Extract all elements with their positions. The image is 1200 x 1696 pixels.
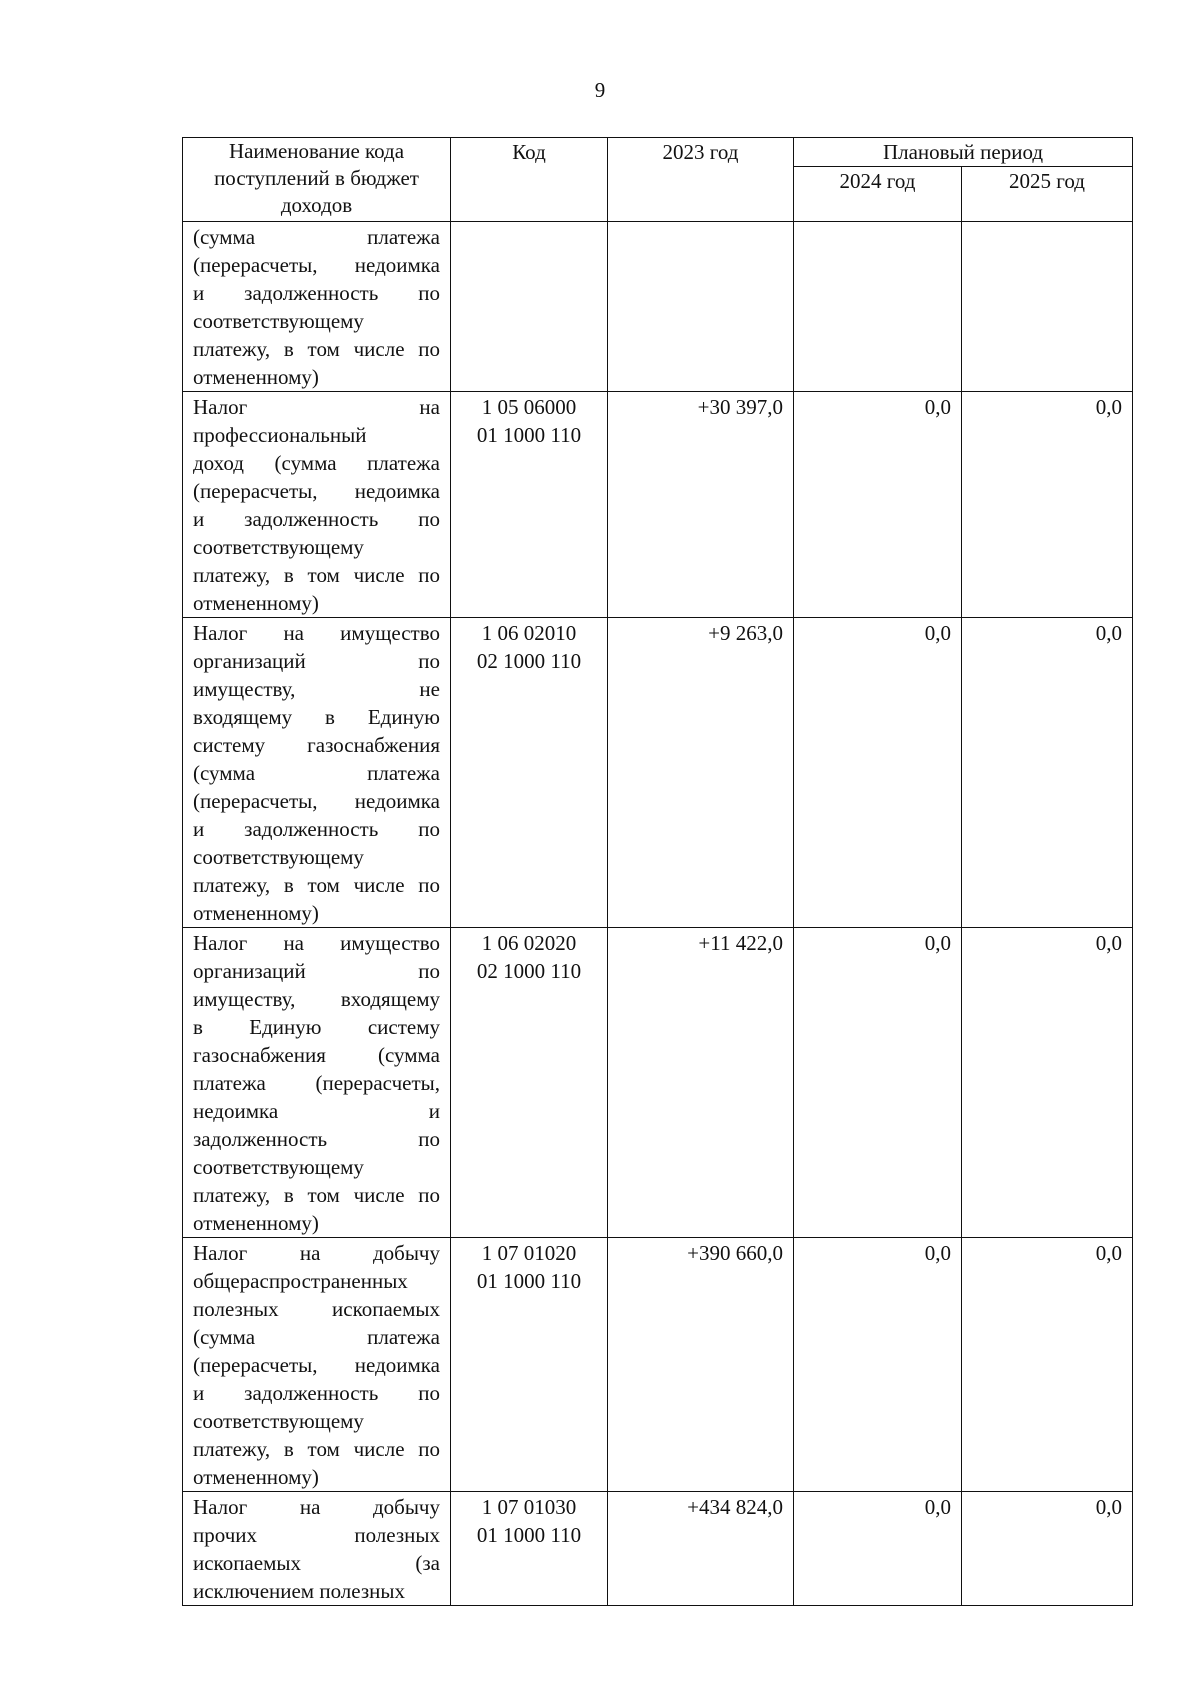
row-name-line: профессиональный	[193, 423, 367, 447]
table-body	[183, 222, 1133, 1606]
row-code-line: 1 07 01030	[481, 1495, 577, 1519]
row-value-2025: 0,0	[962, 618, 1133, 928]
row-value-2023: +9 263,0	[608, 618, 794, 928]
table-row	[183, 1492, 1133, 1606]
header-2024: 2024 год	[794, 167, 962, 222]
row-code-line: 01 1000 110	[476, 423, 582, 447]
row-value-2024: 0,0	[794, 928, 962, 1238]
row-name-line: систему газоснабжения	[193, 733, 440, 757]
row-name	[183, 928, 451, 1238]
row-code	[451, 222, 608, 392]
row-value-2025	[962, 222, 1133, 392]
row-code-line: 1 07 01020	[481, 1241, 577, 1265]
header-code: Код	[451, 138, 608, 222]
row-name-line: платежу, в том числе по	[193, 337, 440, 361]
row-name-line: доход (сумма платежа	[193, 451, 440, 475]
header-2023: 2023 год	[608, 138, 794, 222]
row-name-line: полезных ископаемых	[193, 1297, 440, 1321]
row-name-line: отмененному)	[193, 901, 319, 925]
row-value-2024: 0,0	[794, 1238, 962, 1492]
row-name-line: платежу, в том числе по	[193, 1183, 440, 1207]
table-header	[183, 138, 1133, 222]
row-value-2023	[608, 222, 794, 392]
row-name-line: соответствующему	[193, 1155, 364, 1179]
row-code-line: 01 1000 110	[476, 1269, 582, 1293]
table-row	[183, 392, 1133, 618]
row-name-line: и задолженность по	[193, 281, 440, 305]
row-name-line: (перерасчеты, недоимка	[193, 1353, 440, 1377]
row-name-line: Налог на	[193, 395, 440, 419]
row-code	[451, 1492, 608, 1606]
row-name-line: имуществу, входящему	[193, 987, 440, 1011]
row-code	[451, 618, 608, 928]
row-name-line: (перерасчеты, недоимка	[193, 479, 440, 503]
row-value-2024: 0,0	[794, 392, 962, 618]
row-value-2023: +30 397,0	[608, 392, 794, 618]
row-value-2023: +390 660,0	[608, 1238, 794, 1492]
row-name-line: и задолженность по	[193, 1381, 440, 1405]
row-name-line: соответствующему	[193, 1409, 364, 1433]
row-name-line: в Единую систему	[193, 1015, 440, 1039]
table-row	[183, 618, 1133, 928]
row-code-line: 01 1000 110	[476, 1523, 582, 1547]
row-name-line: недоимка и	[193, 1099, 440, 1123]
row-name	[183, 618, 451, 928]
row-code-line: 1 06 02010	[481, 621, 577, 645]
header-2025: 2025 год	[962, 167, 1133, 222]
row-name-line: соответствующему	[193, 309, 364, 333]
row-name	[183, 222, 451, 392]
row-name-line: отмененному)	[193, 1211, 319, 1235]
row-value-2023: +434 824,0	[608, 1492, 794, 1606]
row-name	[183, 1492, 451, 1606]
row-name-line: имуществу, не	[193, 677, 440, 701]
row-name-line: прочих полезных	[193, 1523, 440, 1547]
row-value-2025: 0,0	[962, 928, 1133, 1238]
row-name-line: общераспространенных	[193, 1269, 408, 1293]
table-row	[183, 222, 1133, 392]
row-name-line: (перерасчеты, недоимка	[193, 253, 440, 277]
row-name-line: исключением полезных	[193, 1579, 406, 1603]
row-name-line: платежа (перерасчеты,	[193, 1071, 440, 1095]
row-value-2024: 0,0	[794, 618, 962, 928]
row-value-2025: 0,0	[962, 1492, 1133, 1606]
row-name-line: соответствующему	[193, 535, 364, 559]
row-code	[451, 392, 608, 618]
row-name-line: и задолженность по	[193, 507, 440, 531]
row-name-line: платежу, в том числе по	[193, 873, 440, 897]
row-code-line: 1 06 02020	[481, 931, 577, 955]
row-value-2024: 0,0	[794, 1492, 962, 1606]
row-name-line: отмененному)	[193, 591, 319, 615]
page-number: 9	[594, 78, 606, 102]
revenue-table	[182, 137, 1133, 1606]
row-name-line: (сумма платежа	[193, 761, 440, 785]
row-value-2023: +11 422,0	[608, 928, 794, 1238]
row-name-line: отмененному)	[193, 365, 319, 389]
row-name-line: Налог на имущество	[193, 931, 440, 955]
row-name-line: Налог на имущество	[193, 621, 440, 645]
row-name-line: соответствующему	[193, 845, 364, 869]
row-name-line: Налог на добычу	[193, 1495, 440, 1519]
row-value-2025: 0,0	[962, 1238, 1133, 1492]
row-code-line: 1 05 06000	[481, 395, 577, 419]
row-value-2024	[794, 222, 962, 392]
row-name-line: платежу, в том числе по	[193, 1437, 440, 1461]
row-name	[183, 1238, 451, 1492]
row-name-line: (сумма платежа	[193, 1325, 440, 1349]
row-name-line: входящему в Единую	[193, 705, 440, 729]
row-name-line: (сумма платежа	[193, 225, 440, 249]
header-planned-period: Плановый период	[794, 138, 1133, 167]
row-name-line: организаций по	[193, 649, 440, 673]
row-name-line: газоснабжения (сумма	[193, 1043, 440, 1067]
row-code-line: 02 1000 110	[476, 959, 582, 983]
row-name-line: организаций по	[193, 959, 440, 983]
row-name-line: задолженность по	[193, 1127, 440, 1151]
row-value-2025: 0,0	[962, 392, 1133, 618]
row-name-line: и задолженность по	[193, 817, 440, 841]
row-name-line: (перерасчеты, недоимка	[193, 789, 440, 813]
row-code	[451, 928, 608, 1238]
header-name: Наименование кода поступлений в бюджет доходов	[183, 138, 451, 222]
row-name-line: Налог на добычу	[193, 1241, 440, 1265]
row-name	[183, 392, 451, 618]
row-name-line: отмененному)	[193, 1465, 319, 1489]
row-name-line: платежу, в том числе по	[193, 563, 440, 587]
table-row	[183, 1238, 1133, 1492]
row-name-line: ископаемых (за	[193, 1551, 440, 1575]
row-code-line: 02 1000 110	[476, 649, 582, 673]
row-code	[451, 1238, 608, 1492]
table-row	[183, 928, 1133, 1238]
